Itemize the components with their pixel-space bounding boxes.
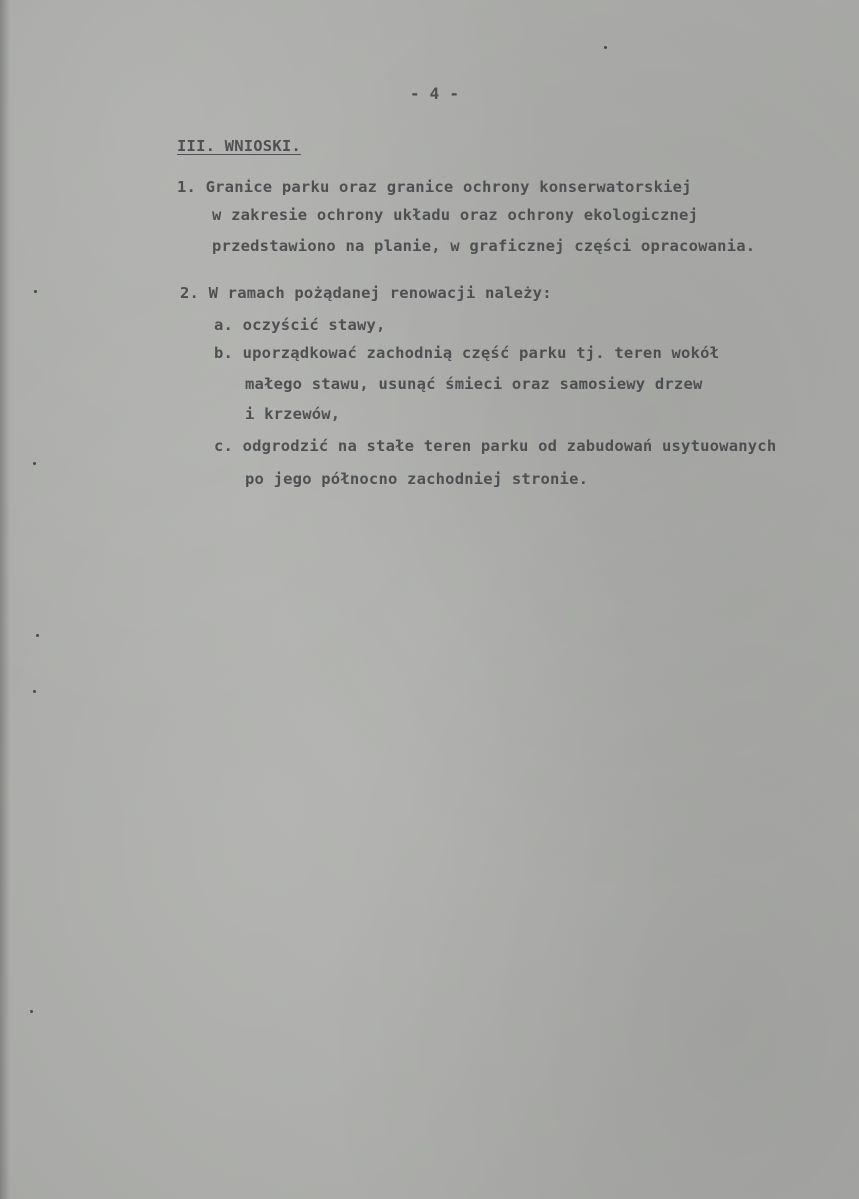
- item-2-line-1: 2. W ramach pożądanej renowacji należy:: [180, 284, 552, 302]
- subitem-b-line-3: i krzewów,: [245, 405, 341, 423]
- subitem-c-line-1: c. odgrodzić na stałe teren parku od zabudowań usytuowanych: [214, 437, 777, 455]
- subitem-b-line-1: b. uporządkować zachodnią część parku tj. teren wokół: [214, 344, 720, 362]
- page-number: - 4 -: [410, 84, 460, 103]
- item-1-line-1: 1. Granice parku oraz granice ochrony konserwatorskiej: [177, 178, 692, 196]
- subitem-b-line-2: małego stawu, usunąć śmieci oraz samosiewy drzew: [245, 375, 703, 393]
- scan-speck: [36, 634, 39, 637]
- scan-speck: [30, 1010, 33, 1013]
- subitem-a-line-1: a. oczyścić stawy,: [214, 316, 386, 334]
- scan-speck: [34, 290, 37, 293]
- section-heading: III. WNIOSKI.: [177, 137, 301, 155]
- subitem-c-line-2: po jego północno zachodniej stronie.: [245, 470, 589, 488]
- scan-speck: [604, 46, 607, 49]
- scan-speck: [33, 462, 36, 465]
- item-1-line-3: przedstawiono na planie, w graficznej części opracowania.: [212, 237, 756, 255]
- page-edge-shadow: [0, 0, 10, 1199]
- item-1-line-2: w zakresie ochrony układu oraz ochrony ekologicznej: [212, 206, 699, 224]
- scan-speck: [33, 690, 36, 693]
